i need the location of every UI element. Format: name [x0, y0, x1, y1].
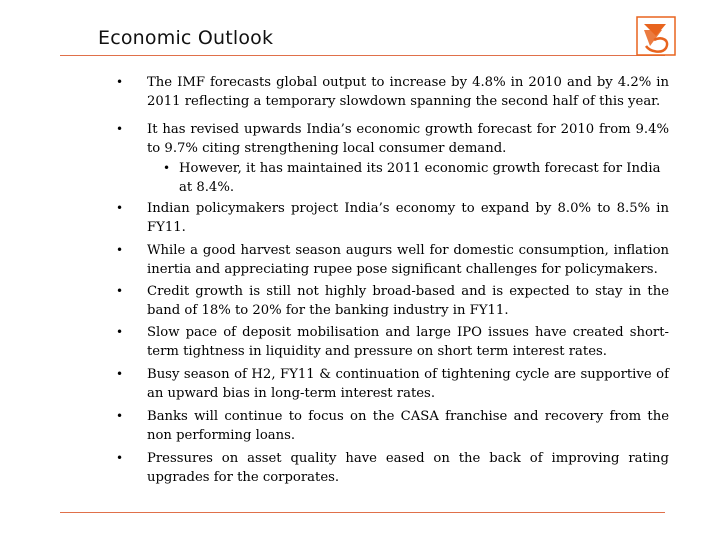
bullet-text: While a good harvest season augurs well for domestic consumption, inflation inertia and appreciating rupee pose significant challenges for policymakers. — [147, 243, 669, 277]
sub-bullet-item — [163, 159, 669, 197]
bullet-marker: • — [116, 367, 124, 381]
bullet-item — [116, 199, 669, 237]
bullet-item — [116, 282, 669, 320]
bullet-marker: • — [163, 161, 171, 175]
bullet-text: Banks will continue to focus on the CASA franchise and recovery from the non performing loans. — [147, 409, 669, 443]
bullet-marker: • — [116, 325, 124, 339]
title-divider — [60, 55, 665, 56]
bullet-marker: • — [116, 122, 124, 136]
bullet-text: However, it has maintained its 2011 economic growth forecast for India at 8.4%. — [179, 161, 661, 195]
bullet-text: The IMF forecasts global output to increase by 4.8% in 2010 and by 4.2% in 2011 reflecting a temporary slowdown spanning the second half of this year. — [147, 75, 669, 109]
bullet-item — [116, 241, 669, 279]
bullet-item — [116, 323, 669, 361]
bullet-marker: • — [116, 75, 124, 89]
bank-of-baroda-logo-icon — [636, 16, 676, 56]
bullet-text: Credit growth is still not highly broad-based and is expected to stay in the band of 18% to 20% for the banking industry in FY11. — [147, 284, 669, 318]
bullet-text: Pressures on asset quality have eased on the back of improving rating upgrades for the corporates. — [147, 451, 669, 485]
bullet-text: Indian policymakers project India’s economy to expand by 8.0% to 8.5% in FY11. — [147, 201, 669, 235]
bullet-marker: • — [116, 284, 124, 298]
bullet-marker: • — [116, 451, 124, 465]
bullet-item — [116, 407, 669, 445]
page-title: Economic Outlook — [98, 27, 274, 49]
bullet-text: Slow pace of deposit mobilisation and large IPO issues have created short-term tightness in liquidity and pressure on short term interest rates. — [147, 325, 669, 359]
bullet-marker: • — [116, 201, 124, 215]
bullet-item — [116, 449, 669, 487]
bullet-item — [116, 120, 669, 158]
footer-divider — [60, 512, 665, 513]
bullet-text: It has revised upwards India’s economic growth forecast for 2010 from 9.4% to 9.7% citing strengthening local consumer demand. — [147, 122, 669, 156]
bullet-marker: • — [116, 409, 124, 423]
bullet-marker: • — [116, 243, 124, 257]
bullet-item — [116, 365, 669, 403]
bullet-text: Busy season of H2, FY11 & continuation of tightening cycle are supportive of an upward bias in long-term interest rates. — [147, 367, 669, 401]
bullet-item — [116, 73, 669, 111]
